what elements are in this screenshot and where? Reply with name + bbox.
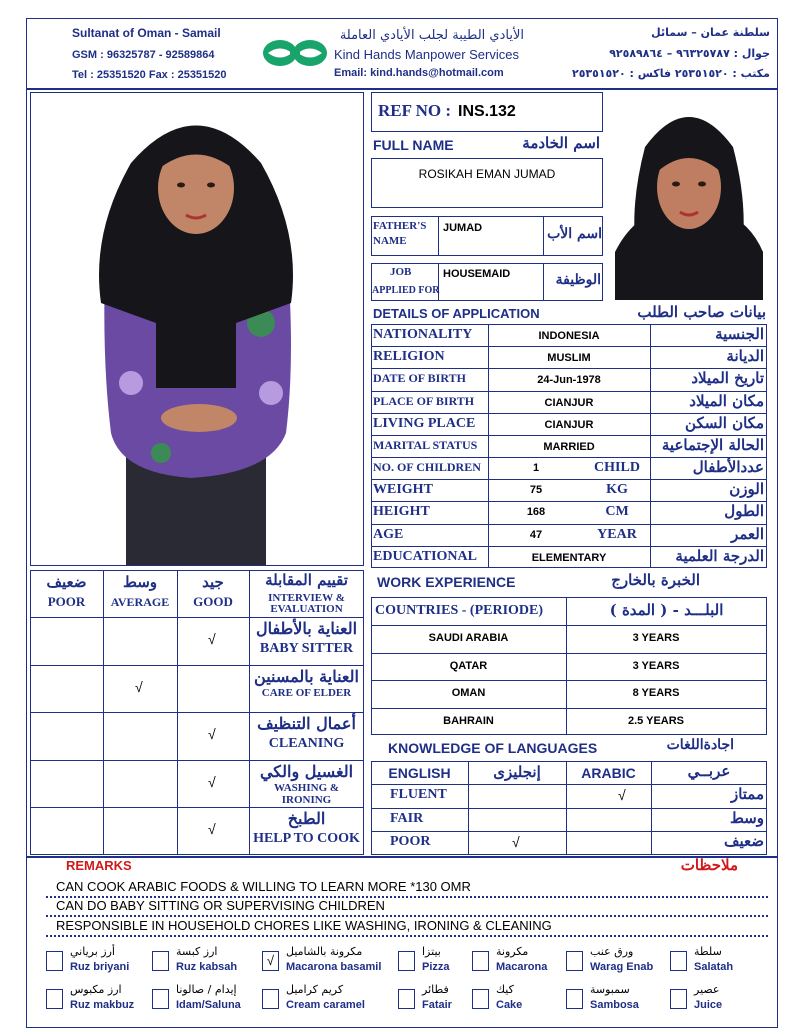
food-checkbox[interactable] [472,989,489,1009]
header-divider [26,88,778,90]
lang-level-ar: ضعيف [723,832,764,850]
interview-item-en: HELP TO COOK [253,831,360,847]
work-exp-row-line [371,708,767,709]
food-label-ar: كيك [496,983,514,996]
lang-level-ar: وسط [729,809,764,827]
job-value: HOUSEMAID [443,268,511,280]
detail-label-ar: تاريخ الميلاد [691,369,764,388]
detail-label: RELIGION [373,349,445,365]
lang-level-ar: ممتاز [730,785,764,803]
full-name-box [371,158,603,208]
interview-item-ar: الطبخ [287,809,326,829]
interview-check-mark: √ [208,726,216,743]
interview-item-en: BABY SITTER [259,641,354,656]
interview-head-average-ar: وسط [122,573,158,591]
work-exp-country: OMAN [451,687,486,699]
detail-label: MARITAL STATUS [373,437,478,452]
details-col-2 [650,324,651,568]
food-label-en: Pizza [422,961,450,973]
remark-dots-2 [46,915,768,917]
interview-head-poor-ar: ضعيف [46,573,87,591]
details-row-line [371,524,767,525]
father-value: JUMAD [443,222,483,234]
interview-check-mark: √ [208,773,216,790]
food-label-en: Salatah [694,961,734,973]
detail-label-ar: الديانة [726,347,764,366]
food-label-ar: إيدام / صالونا [176,983,237,996]
work-exp-title: WORK EXPERIENCE [377,574,516,590]
job-divider-2 [543,263,544,301]
logo-text-en: Kind Hands Manpower Services [334,47,519,62]
food-label-en: Ruz briyani [70,961,130,973]
father-label-1: FATHER'S [373,220,427,232]
detail-label-ar: مكان السكن [685,413,764,432]
father-label-ar: اسم الأب [547,226,602,242]
food-item [152,945,262,981]
header-left-line2: GSM : 96325787 - 92589864 [72,49,215,61]
food-checkbox[interactable] [46,989,63,1009]
interview-check-mark: √ [208,631,216,647]
food-label-en: Idam/Saluna [176,999,241,1011]
interview-head-average: AVERAGE [110,595,170,609]
lang-english-label: ENGLISH [388,765,451,781]
interview-head-good-ar: جيد [202,573,224,591]
header-right-line2: جوال : ٩٦٣٢٥٧٨٧ – ٩٢٥٨٩٨٦٤ [609,47,770,60]
food-checkbox[interactable]: √ [262,951,279,971]
work-exp-country: QATAR [449,659,488,672]
interview-header-line [30,617,364,618]
interview-row-line [30,665,364,666]
detail-label-ar: الحالة الإجتماعية [661,435,764,454]
food-label-en: Sambosa [590,999,639,1011]
lang-english-label-ar: إنجليزى [493,763,541,781]
interview-head-eval-ar: تقييم المقابلة [265,571,348,589]
food-label-ar: عصير [694,983,720,996]
remarks-title-ar: ملاحظات [680,856,738,874]
interview-check-mark: √ [135,678,143,695]
interview-item-en: WASHING & IRONING [273,781,340,806]
detail-label: NO. OF CHILDREN [373,460,481,475]
food-label-ar: مكرونة بالشاميل [286,945,363,958]
detail-label-ar: الجنسية [715,325,764,343]
food-label-ar: سلطة [694,945,722,958]
food-checkbox[interactable] [566,951,583,971]
food-item [670,945,780,981]
header-left-line1: Sultanat of Oman - Samail [72,26,221,40]
food-item [566,983,676,1019]
full-body-photo [30,92,364,566]
food-label-en: Macarona basamil [286,961,382,973]
passport-photo [610,92,768,300]
remarks-title: REMARKS [66,858,132,873]
interview-row-line [30,760,364,761]
detail-label: EDUCATIONAL [373,548,477,564]
work-exp-header-line [371,625,767,626]
interview-check-mark: √ [208,821,216,838]
detail-value: 1 [532,462,540,475]
full-name-label: FULL NAME [373,137,454,153]
food-item [262,983,372,1019]
details-row-line [371,346,767,347]
remark-dots-3 [46,935,768,937]
food-checkbox[interactable] [398,951,415,971]
details-row-line [371,501,767,502]
lang-level-en: POOR [390,834,431,849]
lang-level-en: FAIR [390,811,424,826]
detail-unit: CM [605,504,629,520]
interview-item-ar: العناية بالمسنين [254,666,359,686]
food-checkbox[interactable] [670,951,687,971]
lang-arabic-check: √ [618,787,626,803]
food-label-ar: ورق عنب [590,945,634,958]
food-item [262,945,382,981]
detail-label-ar: الدرجة العلمية [675,546,764,565]
interview-item-ar: أعمال التنظيف [257,714,356,734]
detail-unit: KG [606,482,628,498]
detail-value: ELEMENTARY [531,551,607,564]
header-left-line3: Tel : 25351520 Fax : 25351520 [72,69,227,81]
logo-text-ar: الأيادي الطيبة لجلب الأيادي العاملة [339,28,524,43]
food-label-ar: سمبوسة [590,983,630,996]
interview-item-en: CARE OF ELDER [261,686,352,699]
detail-label-ar: مكان الميلاد [689,391,764,410]
detail-unit: CHILD [594,460,640,476]
food-label-ar: فطائر [422,983,449,996]
food-checkbox[interactable] [398,989,415,1009]
header-email: Email: kind.hands@hotmail.com [334,67,504,79]
food-label-en: Fatair [422,999,452,1011]
lang-arabic-label: ARABIC [581,765,636,781]
details-title-ar: بيانات صاحب الطلب [637,303,766,321]
food-label-ar: أرز برياني [70,945,115,958]
languages-title-ar: اجادةاللغات [666,737,734,753]
work-exp-period: 8 YEARS [632,687,680,699]
lang-level-en: FLUENT [390,787,447,802]
detail-label-ar: الوزن [729,480,764,499]
food-label-en: Ruz makbuz [70,999,135,1011]
detail-label-ar: الطول [724,502,764,521]
ref-label: REF NO : [378,101,452,120]
detail-label: PLACE OF BIRTH [373,393,475,408]
food-item [566,945,676,981]
interview-item-en: CLEANING [268,736,345,752]
food-label-en: Juice [694,999,723,1011]
interview-row-line [30,807,364,808]
detail-value: 47 [529,528,543,541]
remark-line-2: CAN DO BABY SITTING OR SUPERVISING CHILDREN [56,898,385,913]
food-label-en: Macarona [496,961,548,973]
detail-value: CIANJUR [544,418,594,431]
father-label-2: NAME [373,235,407,247]
food-checkbox[interactable] [472,951,489,971]
food-checkbox[interactable] [566,989,583,1009]
detail-label: AGE [373,526,404,542]
lang-row-3 [371,831,767,832]
interview-head-eval: INTERVIEW & EVALUATION [268,592,345,615]
languages-title: KNOWLEDGE OF LANGUAGES [388,740,598,756]
work-exp-country: SAUDI ARABIA [428,632,509,644]
food-item [46,945,156,981]
food-checkbox[interactable] [152,989,169,1009]
full-name-value: ROSIKAH EMAN JUMAD [418,167,556,181]
detail-value: MUSLIM [547,352,591,365]
work-exp-period: 2.5 YEARS [627,714,685,727]
food-label-en: Ruz kabsah [176,961,238,973]
food-item [152,983,262,1019]
detail-value: INDONESIA [538,330,600,342]
detail-label-ar: العمر [731,524,764,543]
food-item [46,983,156,1019]
work-exp-col-ar: البلـــد - ( المدة ) [609,601,724,619]
food-label-en: Cream caramel [286,999,365,1011]
father-divider-2 [543,216,544,256]
lang-english-check: √ [512,834,520,850]
food-label-ar: بيتزا [422,945,441,958]
interview-item-ar: الغسيل والكي [259,761,354,781]
detail-label-ar: عددالأطفال [692,458,764,477]
detail-label: HEIGHT [373,504,430,520]
interview-head-good: GOOD [193,594,233,609]
detail-label: LIVING PLACE [373,415,476,431]
food-label-en: Warag Enab [590,961,654,973]
details-row-line [371,479,767,480]
food-label-ar: ارز مكبوس [70,983,122,996]
work-exp-country: BAHRAIN [443,714,494,727]
detail-label: WEIGHT [373,482,433,498]
remark-line-1: CAN COOK ARABIC FOODS & WILLING TO LEARN MORE *130 OMR [56,879,471,894]
job-label-1: JOB [390,266,412,278]
header-right-line3: مكتب : ٢٥٣٥١٥٢٠ فاكس : ٢٥٣٥١٥٢٠ [571,67,770,80]
food-checkbox[interactable] [670,989,687,1009]
food-label-ar: مكرونة [496,945,529,958]
food-label-ar: ارز كبسة [176,945,218,958]
header-right-line1: سلطنة عمان – سمائل [651,26,770,39]
detail-value: CIANJUR [544,396,594,409]
work-exp-row-line [371,680,767,681]
food-label-ar: كريم كراميل [286,983,344,996]
food-checkbox[interactable] [152,951,169,971]
work-exp-period: 3 YEARS [632,632,680,644]
detail-value: 168 [526,506,546,519]
lang-arabic-label-ar: عربــي [687,762,731,780]
work-exp-row-line [371,653,767,654]
food-checkbox[interactable] [46,951,63,971]
father-divider-1 [438,216,439,256]
lang-row-2 [371,808,767,809]
detail-value: 24-Jun-1978 [537,374,601,387]
food-label-en: Cake [496,999,523,1011]
food-item [670,983,780,1019]
work-exp-col-en: COUNTRIES - (PERIODE) [375,603,544,618]
detail-value: MARRIED [543,440,595,453]
job-label-ar: الوظيفة [555,272,601,288]
detail-unit: YEAR [597,526,637,542]
remark-line-3: RESPONSIBLE IN HOUSEHOLD CHORES LIKE WASHING, IRONING & CLEANING [56,918,552,933]
lang-row-1 [371,784,767,785]
detail-label: DATE OF BIRTH [373,371,466,386]
work-exp-period: 3 YEARS [632,659,680,672]
remarks-divider [26,856,778,858]
ref-value: INS.132 [458,103,516,120]
interview-item-ar: العناية بالأطفال [255,619,358,638]
details-title: DETAILS OF APPLICATION [373,306,540,321]
work-exp-title-ar: الخبرة بالخارج [611,571,700,589]
logo-icon [262,38,328,68]
full-name-label-ar: اسم الخادمة [522,134,600,152]
food-checkbox[interactable] [262,989,279,1009]
detail-label: NATIONALITY [373,327,473,342]
interview-head-poor: POOR [47,594,86,609]
job-label-2: APPLIED FOR [372,285,440,296]
detail-value: 75 [529,484,543,497]
